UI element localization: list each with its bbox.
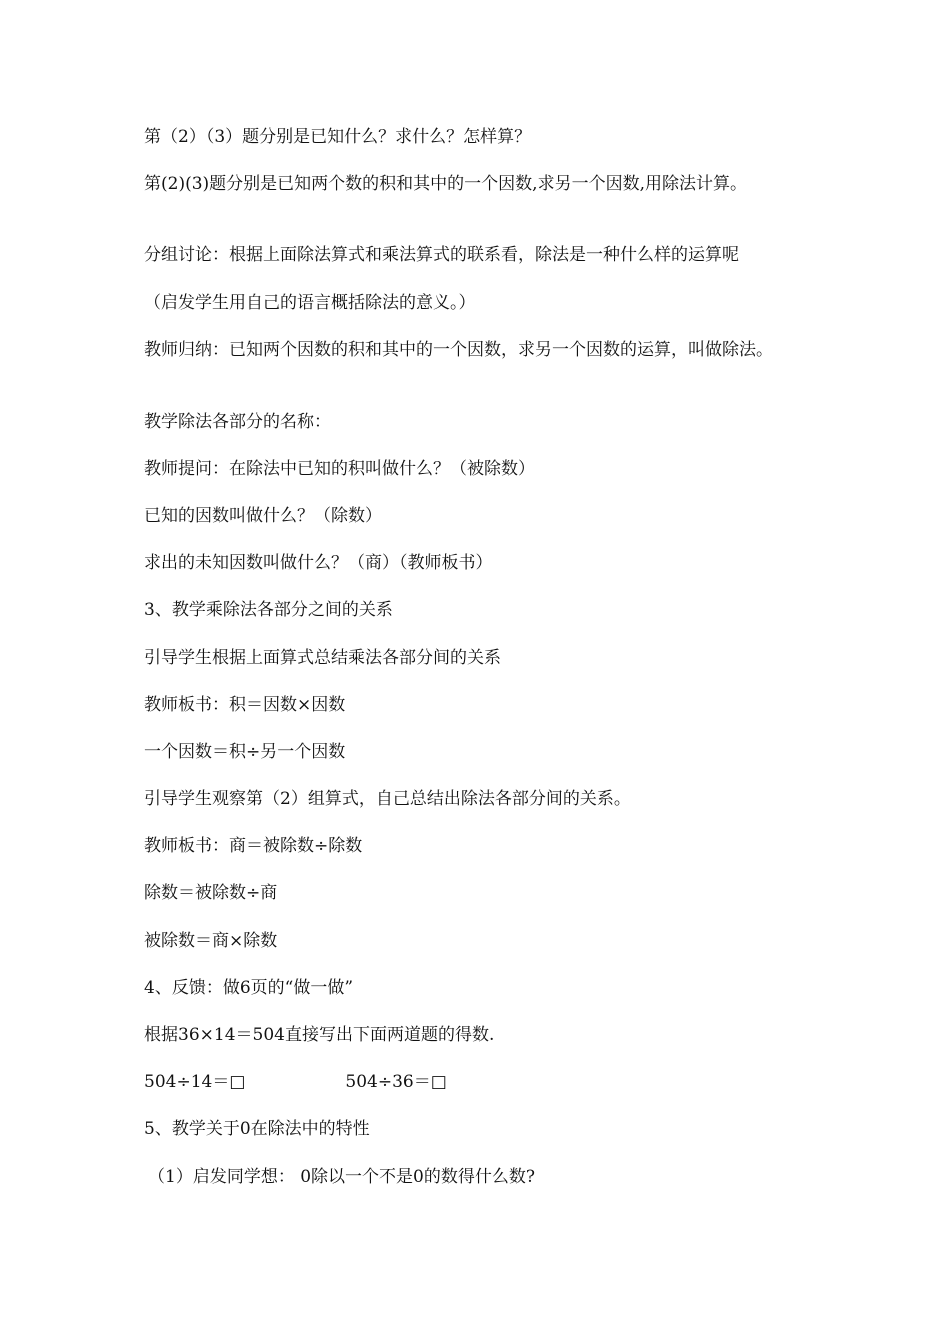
divisor-formula: 除数＝被除数÷商: [144, 883, 278, 903]
board-quotient-formula: 教师板书：商＝被除数÷除数: [144, 836, 363, 856]
question-quotient: 求出的未知因数叫做什么？（商）（教师板书）: [144, 553, 493, 573]
exercise-instruction: 根据36×14＝504直接写出下面两道题的得数.: [144, 1025, 495, 1045]
exercise-2: 504÷36＝□: [345, 1072, 447, 1092]
exercise-1: 504÷14＝□: [144, 1072, 246, 1092]
zero-division-question: （1）启发同学想： 0除以一个不是0的数得什么数?: [148, 1167, 535, 1187]
section-3-heading: 3、教学乘除法各部分之间的关系: [144, 600, 393, 620]
section-division-parts: 教学除法各部分的名称：: [144, 412, 331, 432]
question-known-unknown: 第（2）（3）题分别是已知什么？求什么？怎样算？: [144, 127, 532, 147]
section-5-heading: 5、教学关于0在除法中的特性: [144, 1119, 370, 1139]
section-4-heading: 4、反馈：做6页的“做一做”: [144, 978, 354, 998]
dividend-formula: 被除数＝商×除数: [144, 931, 278, 951]
factor-formula: 一个因数＝积÷另一个因数: [144, 742, 346, 762]
teacher-summary: 教师归纳：已知两个因数的积和其中的一个因数，求另一个因数的运算，叫做除法。: [144, 340, 773, 360]
board-product-formula: 教师板书：积＝因数×因数: [144, 695, 346, 715]
prompt-note: （启发学生用自己的语言概括除法的意义。）: [144, 293, 476, 313]
group-discussion: 分组讨论：根据上面除法算式和乘法算式的联系看，除法是一种什么样的运算呢: [144, 245, 739, 265]
question-divisor: 已知的因数叫做什么？（除数）: [144, 506, 382, 526]
answer-division-explanation: 第(2)(3)题分别是已知两个数的积和其中的一个因数,求另一个因数,用除法计算。: [144, 174, 747, 194]
teacher-question-dividend: 教师提问：在除法中已知的积叫做什么？（被除数）: [144, 459, 535, 479]
guide-division-relation: 引导学生观察第（2）组算式，自己总结出除法各部分间的关系。: [144, 789, 631, 809]
exercise-row: [144, 1069, 820, 1096]
guide-multiplication-relation: 引导学生根据上面算式总结乘法各部分间的关系: [144, 648, 501, 668]
